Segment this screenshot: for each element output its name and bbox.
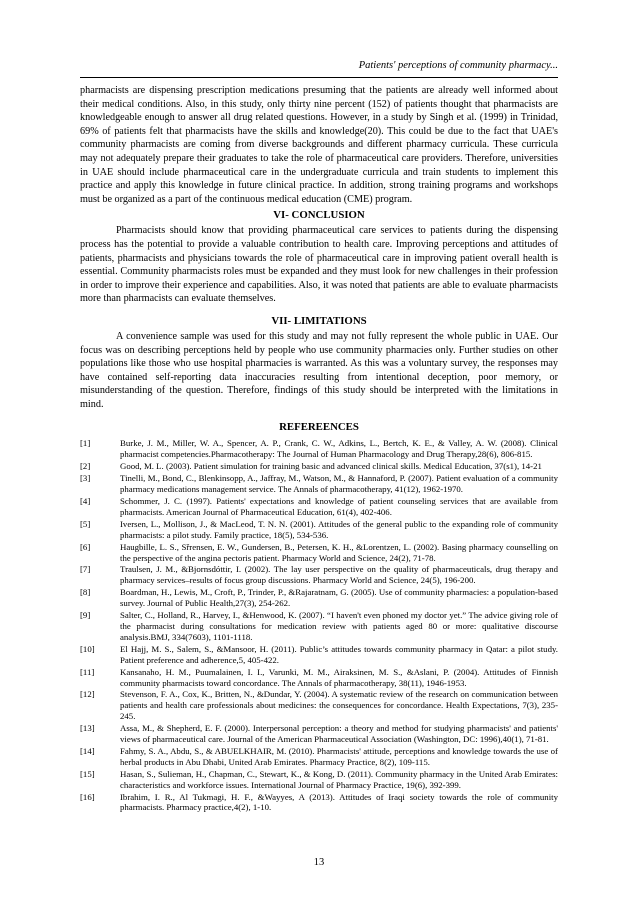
intro-paragraph: pharmacists are dispensing prescription medications presuming that the patients are already well informed about their medical conditions. Also, in this study, only thirty nine percent (152) of patients thought that pharmacists are knowledgeable enough to answer all drug related questions. However, in a study by Singh et al. (1999) in Trinidad, 69% of patients felt that pharmacists have the skills and knowledge(20). This could be due to the fact that UAE's community pharmacists are coming from diverse backgrounds and different pharmacy curricula. These curricula may not adequately prepare their graduates to take the role of pharmaceutical care providers. Therefore, universities in UAE should include pharmaceutical care in the undergraduate curricula and train students to implement this practice and apply this knowledge in future clinical practice. In addition, strong training programs and workshops must be organized as a part of the continuous medical education (CME) program. [80, 85, 558, 205]
reference-number: [12] [80, 689, 95, 700]
conclusion-heading: VI- CONCLUSION [273, 209, 365, 222]
reference-number: [16] [80, 791, 95, 802]
reference-item [80, 746, 558, 768]
reference-text: Ibrahim, I. R., Al Tukmagi, H. F., &Wayyes, A (2013). Attitudes of Iraqi society towards the role of community pharmacists. Pharmacy practice,4(2), 1-10. [120, 791, 558, 813]
reference-text: Assa, M., & Shepherd, E. F. (2000). Interpersonal perception: a theory and method for studying pharmacists' and patients' views of pharmaceutical care. Journal of the American Pharmaceutical Association (Washington, DC: 1996),40(1), 71-81. [120, 723, 558, 745]
reference-text: Kansanaho, H. M., Puumalainen, I. I., Varunki, M. M., Airaksinen, M. S., &Aslani, P. (2004). Attitudes of Finnish community pharmacists toward concordance. The Annals of pharmacotherapy, 38(11), 1946-1953. [120, 666, 558, 688]
references-heading: REFEREENCES [279, 421, 359, 434]
reference-text: Stevenson, F. A., Cox, K., Britten, N., &Dundar, Y. (2004). A systematic review of the research on communication between patients and health care professionals about medicines: the consequences for concordance. Health Expectations, 7(3), 235-245. [120, 689, 558, 722]
reference-number: [3] [80, 473, 91, 484]
reference-item [80, 587, 558, 609]
limitations-paragraph: A convenience sample was used for this study and may not fully represent the whole public in UAE. Our focus was on describing perceptions held by people who use community pharmacies only. Further studies on other populations like those who use hospital pharmacies is warranted. As this was a voluntary survey, the responses may have contained self-reporting data inaccuracies resulting from intentional deception, poor memory, or misunderstanding of the question. Therefore, findings of this study should be interpreted with the limitations in mind. [80, 330, 558, 410]
reference-item [80, 519, 558, 541]
reference-item [80, 610, 558, 643]
reference-number: [2] [80, 461, 91, 472]
reference-text: Salter, C., Holland, R., Harvey, I., &Henwood, K. (2007). “I haven't even phoned my doctor yet.” The advice giving role of the pharmacist during consultations for medication review with patients aged 80 or more: qualitative discourse analysis.BMJ, 334(7603), 1101-1118. [120, 610, 558, 642]
reference-number: [13] [80, 723, 95, 734]
reference-item [80, 542, 558, 564]
reference-text: Traulsen, J. M., &Bjornsdóttir, I. (2002). The lay user perspective on the quality of pharmaceuticals, drug therapy and pharmacy services–results of focus group discussions. Pharmacy World and Science, 24(5), 196-200. [120, 564, 558, 586]
reference-item [80, 461, 558, 472]
reference-item [80, 723, 558, 745]
reference-item [80, 667, 558, 689]
reference-text: Schommer, J. C. (1997). Patients' expectations and knowledge of patient counseling services that are available from pharmacists. American Journal of Pharmaceutical Education, 61(4), 402-406. [120, 496, 558, 517]
reference-item [80, 689, 558, 722]
conclusion-paragraph: Pharmacists should know that providing pharmaceutical care services to patients during the dispensing process has the potential to provide a valuable contribution to health care. Improving perceptions and attitudes of patients, pharmacists and physicians towards the role of pharmaceutical care in improving patient overall health is essential. Community pharmacists roles must be expanded and they must look for new challenges in their profession in order to improve their experience and capabilities. Also, it was noted that patients are able to evaluate pharmacists more than pharmacists can evaluate themselves. [80, 225, 558, 305]
reference-item [80, 438, 558, 460]
main-content [80, 84, 558, 814]
reference-number: [4] [80, 496, 91, 506]
header-rule [80, 77, 558, 78]
reference-item [80, 644, 558, 666]
reference-item [80, 792, 558, 814]
reference-number: [10] [80, 643, 95, 654]
page-number: 13 [313, 857, 325, 868]
reference-text: Iversen, L., Mollison, J., & MacLeod, T. N. N. (2001). Attitudes of the general public to the expanding role of community pharmacists: a pilot study. Family practice, 18(5), 534-536. [120, 518, 558, 540]
reference-text: Tinelli, M., Bond, C., Blenkinsopp, A., Jaffray, M., Watson, M., & Hannaford, P. (2007). Patient evaluation of a community pharmacy medications management service. The Annals of pharmacotherapy, 41(12), 1962-1970. [120, 473, 558, 495]
reference-text: Boardman, H., Lewis, M., Croft, P., Trinder, P., &Rajaratnam, G. (2005). Use of community pharmacies: a population-based survey. Journal of Public Health,27(3), 254-262. [120, 587, 558, 609]
reference-number: [6] [80, 541, 91, 552]
reference-text: El Hajj, M. S., Salem, S., &Mansoor, H. (2011). Public’s attitudes towards community pharmacy in Qatar: a pilot study. Patient preference and adherence,5, 405-422. [120, 643, 558, 665]
reference-item [80, 769, 558, 791]
reference-number: [9] [80, 610, 91, 621]
reference-number: [7] [80, 564, 91, 575]
reference-item [80, 473, 558, 495]
reference-number: [8] [80, 587, 91, 598]
reference-number: [11] [80, 666, 95, 677]
reference-number: [14] [80, 745, 95, 756]
reference-number: [5] [80, 518, 91, 529]
reference-text: Hasan, S., Sulieman, H., Chapman, C., Stewart, K., & Kong, D. (2011). Community pharmacy in the United Arab Emirates: characteristics and workforce issues. International Journal of Pharmacy Practice, 19(6), 392-399. [120, 768, 558, 790]
reference-text: Burke, J. M., Miller, W. A., Spencer, A. P., Crank, C. W., Adkins, L., Bertch, K. E., & Valley, A. W. (2008). Clinical pharmacist competencies.Pharmacotherapy: The Journal of Human Pharmacology and Drug Therapy,28(6), 806-815. [120, 438, 558, 460]
reference-item [80, 564, 558, 586]
running-header: Patients' perceptions of community pharmacy... [358, 60, 558, 71]
reference-list [80, 438, 558, 813]
reference-text: Haugbille, L. S., Sřrensen, E. W., Gundersen, B., Petersen, K. H., &Lorentzen, L. (2002). Basing pharmacy counselling on the perspective of the angina pectoris patient. Pharmacy World and Science, 24(2), 71-78. [120, 541, 558, 563]
reference-text: Fahmy, S. A., Abdu, S., & ABUELKHAIR, M. (2010). Pharmacists' attitude, perceptions and knowledge towards the use of herbal products in Abu Dhabi, United Arab Emirates. Pharmacy Practice, 8(2), 109-115. [120, 745, 558, 767]
reference-text: Good, M. L. (2003). Patient simulation for training basic and advanced clinical skills. Medical Education, 37(s1), 14-21 [120, 461, 542, 472]
reference-item [80, 496, 558, 518]
limitations-heading: VII- LIMITATIONS [271, 314, 367, 327]
reference-number: [1] [80, 438, 91, 449]
reference-number: [15] [80, 768, 95, 779]
